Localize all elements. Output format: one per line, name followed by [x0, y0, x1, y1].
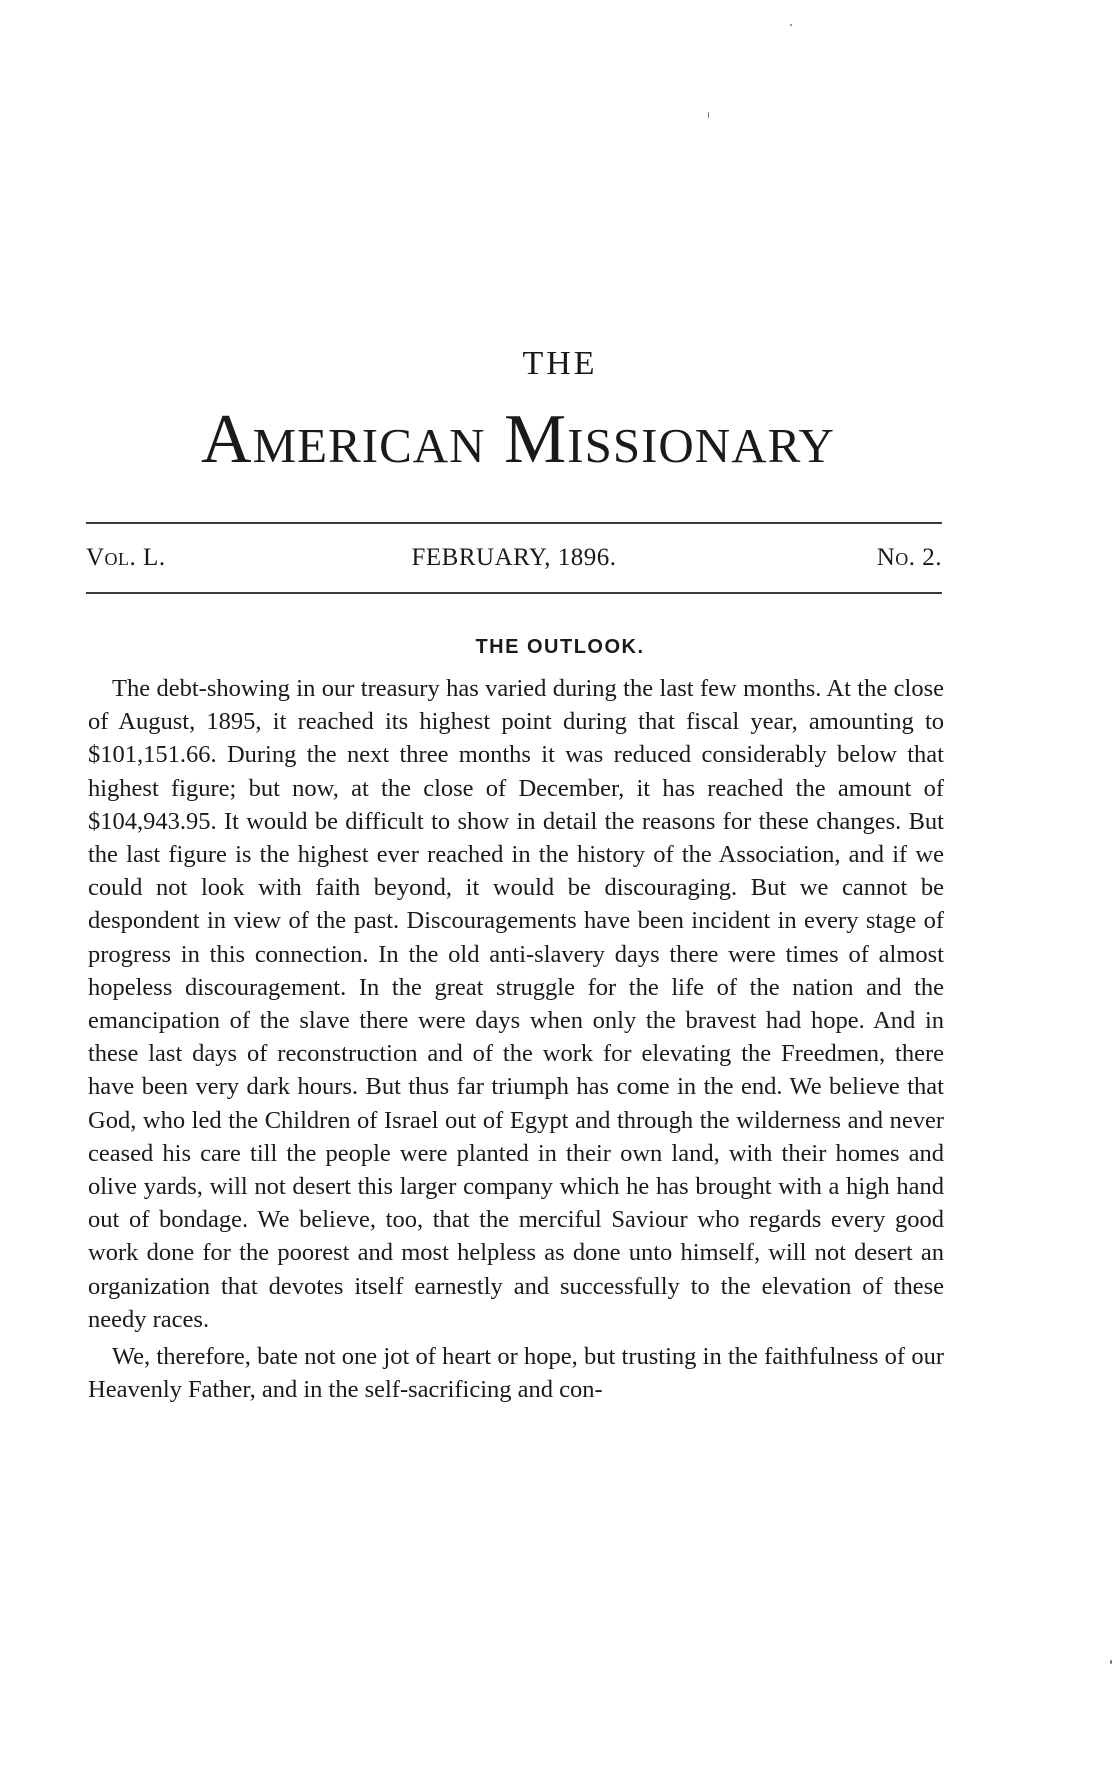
header-rule-bottom — [86, 592, 942, 594]
masthead-the: THE — [522, 345, 598, 382]
header-rule-top — [86, 522, 942, 524]
issue-volume: Vol. L. — [86, 544, 166, 571]
scan-speck — [1110, 1660, 1112, 1664]
masthead-title: American Missionary — [201, 401, 835, 478]
article-paragraph: We, therefore, bate not one jot of heart or hope, but trusting in the faithfulness of our Heavenly Father, and in the self-sacrificing and con- — [88, 1343, 944, 1404]
article-paragraph: The debt-showing in our treasury has varied during the last few months. At the close of August, 1895, it reached its highest point during that fiscal year, amounting to $101,151.66. During the next three months it was reduced considerably below that highest figure; but now, at the close of December, it has reached the amount of $104,943.95. It would be difficult to show in detail the reasons for these changes. But the last figure is the highest ever reached in the history of the Association, and if we could not look with faith beyond, it would be discouraging. But we cannot be despondent in view of the past. Discouragements have been incident in every stage of progress in this connection. In the old anti-slavery days there were times of almost hopeless discouragement. In the great struggle for the life of the nation and the emancipation of the slave there were days when only the bravest had hope. And in these last days of reconstruction and of the work for elevating the Freedmen, there have been very dark hours. But thus far triumph has come in the end. We believe that God, who led the Children of Israel out of Egypt and through the wilderness and never ceased his care till the people were planted in their own land, with their homes and olive yards, will not desert this larger company which he has brought with a high hand out of bondage. We believe, too, that the merciful Saviour who regards every good work done for the poorest and most helpless as done unto himself, will not desert an organization that devotes itself earnestly and successfully to the elevation of these needy races. — [88, 675, 944, 1333]
scan-speck — [790, 24, 792, 26]
article-body — [88, 672, 944, 1406]
issue-number: No. 2. — [876, 544, 942, 571]
issue-date: FEBRUARY, 1896. — [411, 544, 617, 571]
article-heading: THE OUTLOOK. — [475, 636, 645, 658]
issue-line — [86, 540, 942, 576]
scan-speck — [708, 112, 709, 118]
